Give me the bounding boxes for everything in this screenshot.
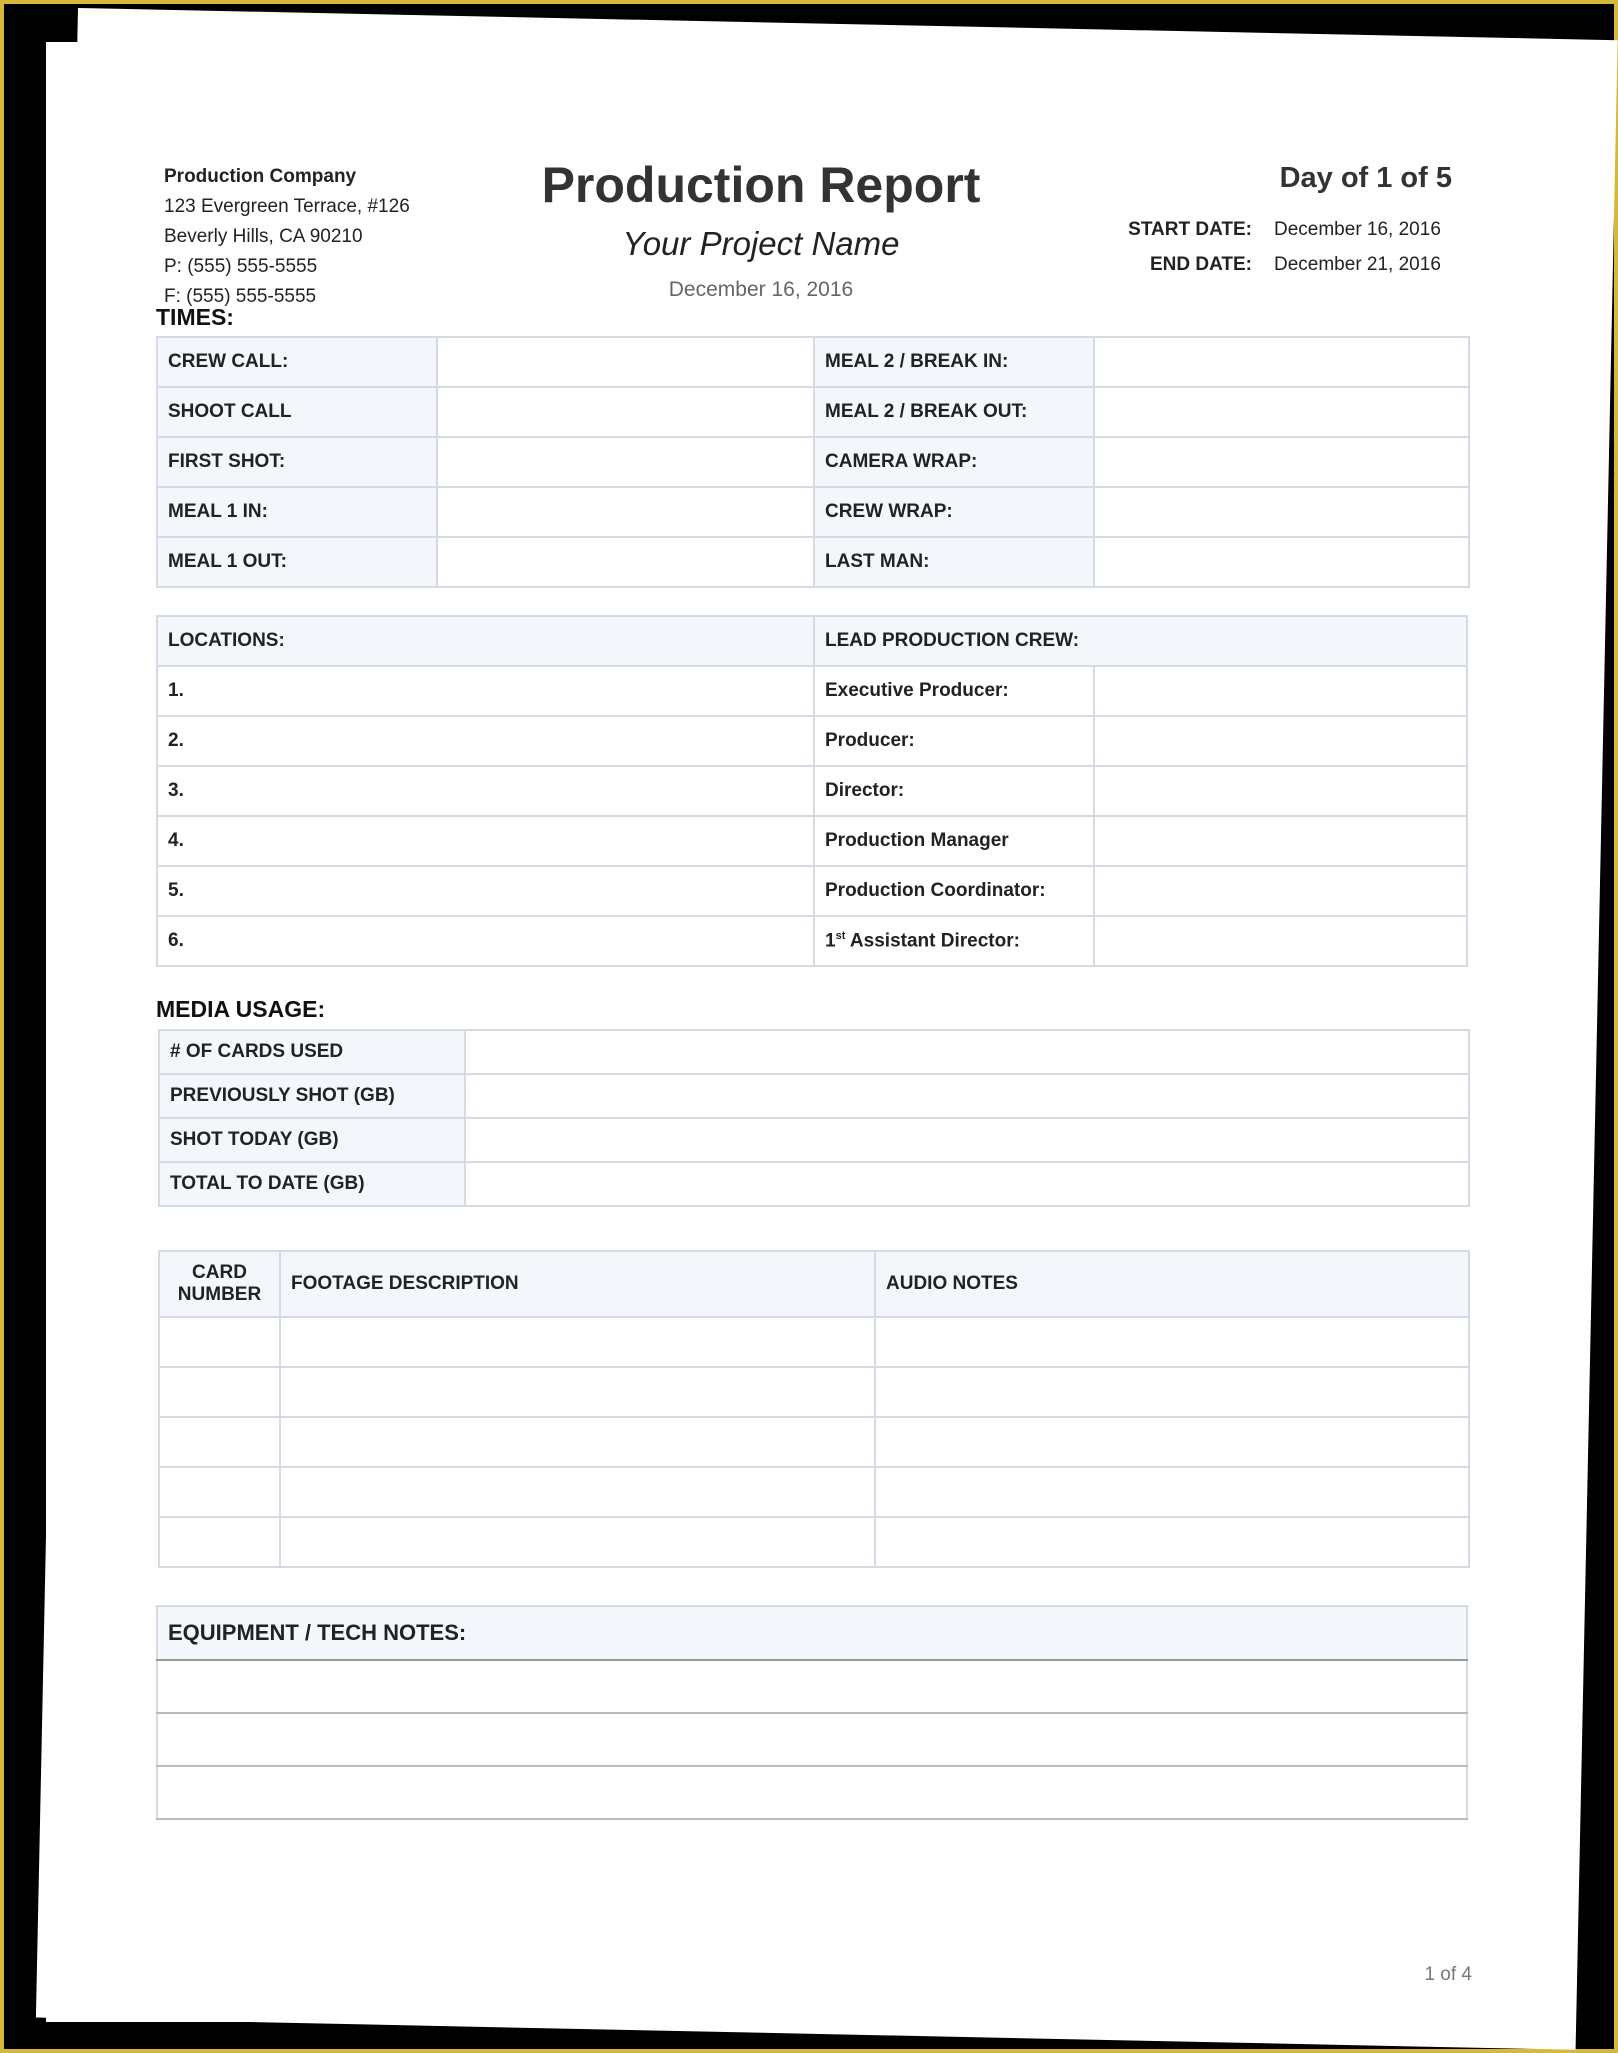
document-page xyxy=(46,42,1576,2022)
company-name: Production Company xyxy=(164,166,357,187)
equipment-row xyxy=(157,1713,1467,1766)
project-name: Your Project Name xyxy=(622,225,900,262)
card-number-field[interactable] xyxy=(159,1517,280,1567)
equipment-table xyxy=(156,1605,1468,1820)
report-date: December 16, 2016 xyxy=(668,278,854,301)
media-value-field[interactable] xyxy=(465,1118,1469,1162)
footage-description-header: FOOTAGE DESCRIPTION xyxy=(280,1251,875,1317)
times-label: CREW WRAP: xyxy=(814,487,1094,537)
end-date-value: December 21, 2016 xyxy=(1274,254,1441,275)
location-crew-row xyxy=(157,816,1467,866)
ad-rest: Assistant Director: xyxy=(845,930,1020,952)
location-item[interactable]: 5. xyxy=(157,866,814,916)
company-address-1: 123 Evergreen Terrace, #126 xyxy=(164,196,410,217)
locations-crew-table xyxy=(156,615,1468,967)
location-item[interactable]: 6. xyxy=(157,916,814,966)
crew-name-field[interactable] xyxy=(1094,916,1467,966)
times-label: CAMERA WRAP: xyxy=(814,437,1094,487)
footage-description-field[interactable] xyxy=(280,1467,875,1517)
times-label: CREW CALL: xyxy=(157,337,437,387)
media-label: TOTAL TO DATE (GB) xyxy=(159,1162,465,1206)
footage-row xyxy=(159,1367,1469,1417)
times-row xyxy=(157,437,1469,487)
times-label: LAST MAN: xyxy=(814,537,1094,587)
times-label: MEAL 1 IN: xyxy=(157,487,437,537)
media-row xyxy=(159,1118,1469,1162)
crew-role-label xyxy=(814,916,1094,966)
times-row xyxy=(157,537,1469,587)
location-item[interactable]: 2. xyxy=(157,716,814,766)
times-value-field[interactable] xyxy=(437,387,814,437)
footage-table xyxy=(158,1250,1470,1568)
company-phone: P: (555) 555-5555 xyxy=(164,256,318,277)
crew-role-label: Production Coordinator: xyxy=(814,866,1094,916)
times-row xyxy=(157,337,1469,387)
day-info xyxy=(1128,158,1452,282)
times-label: MEAL 2 / BREAK OUT: xyxy=(814,387,1094,437)
equipment-header: EQUIPMENT / TECH NOTES: xyxy=(157,1606,1467,1660)
times-row xyxy=(157,487,1469,537)
times-label: MEAL 2 / BREAK IN: xyxy=(814,337,1094,387)
media-label: PREVIOUSLY SHOT (GB) xyxy=(159,1074,465,1118)
media-row xyxy=(159,1030,1469,1074)
footage-description-field[interactable] xyxy=(280,1367,875,1417)
crew-name-field[interactable] xyxy=(1094,766,1467,816)
card-header-line-2: NUMBER xyxy=(177,1284,262,1305)
equipment-row xyxy=(157,1660,1467,1713)
card-number-field[interactable] xyxy=(159,1467,280,1517)
card-number-field[interactable] xyxy=(159,1367,280,1417)
day-counter: Day of 1 of 5 xyxy=(1279,162,1452,194)
location-item[interactable]: 1. xyxy=(157,666,814,716)
crew-name-field[interactable] xyxy=(1094,666,1467,716)
audio-notes-field[interactable] xyxy=(875,1417,1469,1467)
media-table xyxy=(158,1029,1470,1207)
equipment-notes-field[interactable] xyxy=(157,1660,1467,1713)
title-block xyxy=(496,152,1026,310)
start-date-value: December 16, 2016 xyxy=(1274,219,1441,240)
card-number-field[interactable] xyxy=(159,1417,280,1467)
location-crew-row xyxy=(157,716,1467,766)
location-item[interactable]: 4. xyxy=(157,816,814,866)
start-date-label: START DATE: xyxy=(1128,219,1252,240)
footage-description-field[interactable] xyxy=(280,1317,875,1367)
crew-name-field[interactable] xyxy=(1094,816,1467,866)
page-title: Production Report xyxy=(541,157,981,213)
equipment-row xyxy=(157,1766,1467,1819)
company-info xyxy=(164,162,410,312)
crew-role-label: Executive Producer: xyxy=(814,666,1094,716)
ad-superscript: st xyxy=(835,929,846,942)
times-value-field[interactable] xyxy=(1094,437,1469,487)
footage-row xyxy=(159,1417,1469,1467)
times-value-field[interactable] xyxy=(437,537,814,587)
card-number-header xyxy=(159,1251,280,1317)
audio-notes-field[interactable] xyxy=(875,1367,1469,1417)
times-label: SHOOT CALL xyxy=(157,387,437,437)
crew-header: LEAD PRODUCTION CREW: xyxy=(814,616,1467,666)
media-value-field[interactable] xyxy=(465,1162,1469,1206)
crew-name-field[interactable] xyxy=(1094,716,1467,766)
times-row xyxy=(157,387,1469,437)
ad-number: 1 xyxy=(825,930,836,952)
location-crew-row xyxy=(157,866,1467,916)
times-label: MEAL 1 OUT: xyxy=(157,537,437,587)
times-label: FIRST SHOT: xyxy=(157,437,437,487)
locations-header: LOCATIONS: xyxy=(157,616,814,666)
media-label: SHOT TODAY (GB) xyxy=(159,1118,465,1162)
footage-row xyxy=(159,1317,1469,1367)
crew-role-label: Production Manager xyxy=(814,816,1094,866)
times-value-field[interactable] xyxy=(437,337,814,387)
audio-notes-field[interactable] xyxy=(875,1467,1469,1517)
page-number: 1 of 4 xyxy=(1424,1964,1472,1985)
times-value-field[interactable] xyxy=(1094,387,1469,437)
audio-notes-field[interactable] xyxy=(875,1317,1469,1367)
media-title: MEDIA USAGE: xyxy=(156,996,326,1022)
media-label: # OF CARDS USED xyxy=(159,1030,465,1074)
location-crew-row xyxy=(157,766,1467,816)
media-row xyxy=(159,1162,1469,1206)
company-address-2: Beverly Hills, CA 90210 xyxy=(164,226,363,247)
media-value-field[interactable] xyxy=(465,1074,1469,1118)
audio-notes-field[interactable] xyxy=(875,1517,1469,1567)
times-value-field[interactable] xyxy=(1094,487,1469,537)
location-item[interactable]: 3. xyxy=(157,766,814,816)
company-fax: F: (555) 555-5555 xyxy=(164,286,317,307)
footage-row xyxy=(159,1467,1469,1517)
card-number-field[interactable] xyxy=(159,1317,280,1367)
crew-role-label: Director: xyxy=(814,766,1094,816)
card-header-line-1: CARD xyxy=(192,1262,247,1283)
crew-name-field[interactable] xyxy=(1094,866,1467,916)
location-crew-row xyxy=(157,666,1467,716)
location-crew-row xyxy=(157,916,1467,966)
audio-notes-header: AUDIO NOTES xyxy=(875,1251,1469,1317)
times-value-field[interactable] xyxy=(1094,337,1469,387)
times-title: TIMES: xyxy=(156,304,234,330)
times-value-field[interactable] xyxy=(1094,537,1469,587)
times-value-field[interactable] xyxy=(437,437,814,487)
media-row xyxy=(159,1074,1469,1118)
equipment-notes-field[interactable] xyxy=(157,1766,1467,1819)
crew-role-label: Producer: xyxy=(814,716,1094,766)
footage-row xyxy=(159,1517,1469,1567)
media-value-field[interactable] xyxy=(465,1030,1469,1074)
times-table xyxy=(156,336,1470,588)
footage-description-field[interactable] xyxy=(280,1517,875,1567)
end-date-label: END DATE: xyxy=(1149,254,1252,275)
equipment-notes-field[interactable] xyxy=(157,1713,1467,1766)
times-value-field[interactable] xyxy=(437,487,814,537)
footage-description-field[interactable] xyxy=(280,1417,875,1467)
